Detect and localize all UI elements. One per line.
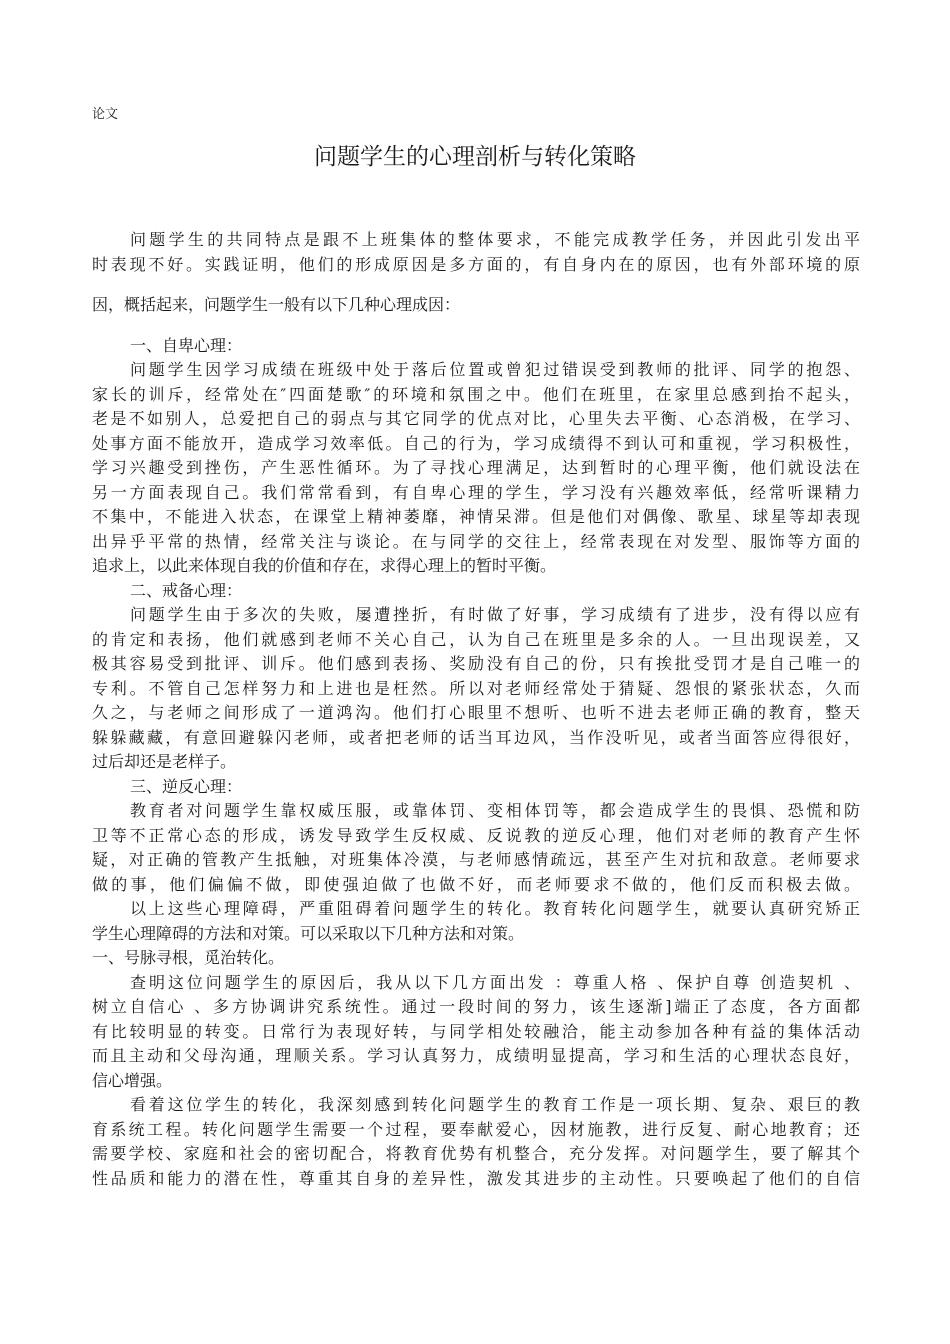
text-line: 追求上，以此来体现自我的价值和存在，求得心理上的暂时平衡。 — [92, 556, 557, 575]
page-title: 问题学生的心理剖析与转化策略 — [314, 144, 636, 170]
text-line: 教育者对问题学生靠权威压服，或靠体罚、变相体罚等，都会造成学生的畏惧、恐慌和防 — [130, 801, 860, 820]
section-heading: 一、号脉寻根，觅治转化。 — [92, 948, 285, 967]
text-line: 做的事，他们偏偏不做，即使强迫做了也做不好，而老师要求不做的，他们反而积极去做。 — [92, 874, 860, 894]
text-line: 极其容易受到批评、训斥。他们感到表扬、奖励没有自己的份，只有挨批受罚才是自己唯一的 — [92, 654, 860, 673]
text-line: 处事方面不能放开，造成学习效率低。自己的行为，学习成绩得不到认可和重视，学习积极性， — [92, 433, 860, 453]
text-line: 信心增强。 — [92, 1070, 173, 1090]
text-line: 有比较明显的转变。日常行为表现好转，与同学相处较融洽，能主动参加各种有益的集体活动 — [92, 1021, 860, 1041]
text-line: 出异乎平常的热情，经常关注与谈论。在与同学的交往上，经常表现在对发型、服饰等方面的 — [92, 531, 860, 551]
text-line: 问题学生因学习成绩在班级中处于落后位置或曾犯过错误受到教师的批评、同学的抱怨、 — [130, 360, 860, 379]
text-line: 学生心理障碍的方法和对策。可以采取以下几种方法和对策。 — [92, 923, 525, 943]
text-line: 躲躲藏藏，有意回避躲闪老师，或者把老师的话当耳边风，当作没听见，或者当面答应得很好， — [92, 727, 860, 747]
text-line: 问题学生的共同特点是跟不上班集体的整体要求，不能完成教学任务，并因此引发出平 — [130, 230, 860, 249]
text-line: 看着这位学生的转化，我深刻感到转化问题学生的教育工作是一项长期、复杂、艰巨的教 — [130, 1095, 860, 1114]
text-line: 育系统工程。转化问题学生需要一个过程，要奉献爱心，因材施教，进行反复、耐心地教育；还 — [92, 1119, 860, 1139]
text-line: 不集中，不能进入状态，在课堂上精神萎靡，神情呆滞。但是他们对偶像、歌星、球星等却表现 — [92, 507, 860, 526]
text-line: 因，概括起来，问题学生一般有以下几种心理成因： — [92, 295, 461, 314]
text-line: 而且主动和父母沟通，理顺关系。学习认真努力，成绩明显提高，学习和生活的心理状态良好， — [92, 1046, 860, 1065]
text-line: 家长的训斥，经常处在″四面楚歌″的环境和氛围之中。他们在班里，在家里总感到抬不起头， — [92, 384, 860, 404]
text-line: 查明这位问题学生的原因后，我从以下几方面出发 ：尊重人格 、保护自尊 创造契机 、 — [130, 972, 860, 992]
text-line: 性品质和能力的潜在性，尊重其自身的差异性，激发其进步的主动性。只要唤起了他们的自信 — [92, 1168, 860, 1188]
text-line: 时表现不好。实践证明，他们的形成原因是多方面的，有自身内在的原因，也有外部环境的原 — [92, 254, 860, 274]
text-line: 卫等不正常心态的形成，诱发导致学生反权威、反说教的逆反心理，他们对老师的教育产生怀 — [92, 825, 860, 845]
text-line: 另一方面表现自己。我们常常看到，有自卑心理的学生，学习没有兴趣效率低，经常听课精力 — [92, 482, 860, 502]
text-line: 老是不如别人，总爱把自己的弱点与其它同学的优点对比，心里失去平衡、心态消极，在学习、 — [92, 409, 860, 428]
text-line: 专利。不管自己怎样努力和上进也是枉然。所以对老师经常处于猜疑、怨恨的紧张状态，久而 — [92, 678, 860, 698]
text-line: 问题学生由于多次的失败，屡遭挫折，有时做了好事，学习成绩有了进步，没有得以应有 — [130, 605, 860, 624]
text-line: 久之，与老师之间形成了一道鸿沟。他们打心眼里不想听、也听不进去老师正确的教育，整天 — [92, 703, 860, 722]
text-line: 的肯定和表扬，他们就感到老师不关心自己，认为自己在班里是多余的人。一旦出现误差，又 — [92, 629, 860, 649]
section-heading: 一、自卑心理： — [130, 335, 243, 355]
article-body — [92, 228, 860, 1191]
text-line: 学习兴趣受到挫伤，产生恶性循环。为了寻找心理满足，达到暂时的心理平衡，他们就设法在 — [92, 458, 860, 477]
header-tag: 论文 — [92, 107, 119, 122]
text-line: 树立自信心 、多方协调讲究系统性。通过一段时间的努力，该生逐渐]端正了态度，各方面都 — [92, 997, 860, 1016]
section-heading: 二、戒备心理： — [130, 580, 243, 600]
text-line: 以上这些心理障碍，严重阻碍着问题学生的转化。教育转化问题学生，就要认真研究矫正 — [130, 899, 860, 918]
text-line: 过后却还是老样子。 — [92, 752, 237, 771]
text-line: 需要学校、家庭和社会的密切配合，将教育优势有机整合，充分发挥。对问题学生，要了解其个 — [92, 1144, 860, 1163]
section-heading: 三、逆反心理： — [130, 776, 243, 796]
text-line: 疑，对正确的管教产生抵触，对班集体冷漠，与老师感情疏远，甚至产生对抗和敌意。老师要求 — [92, 850, 860, 869]
